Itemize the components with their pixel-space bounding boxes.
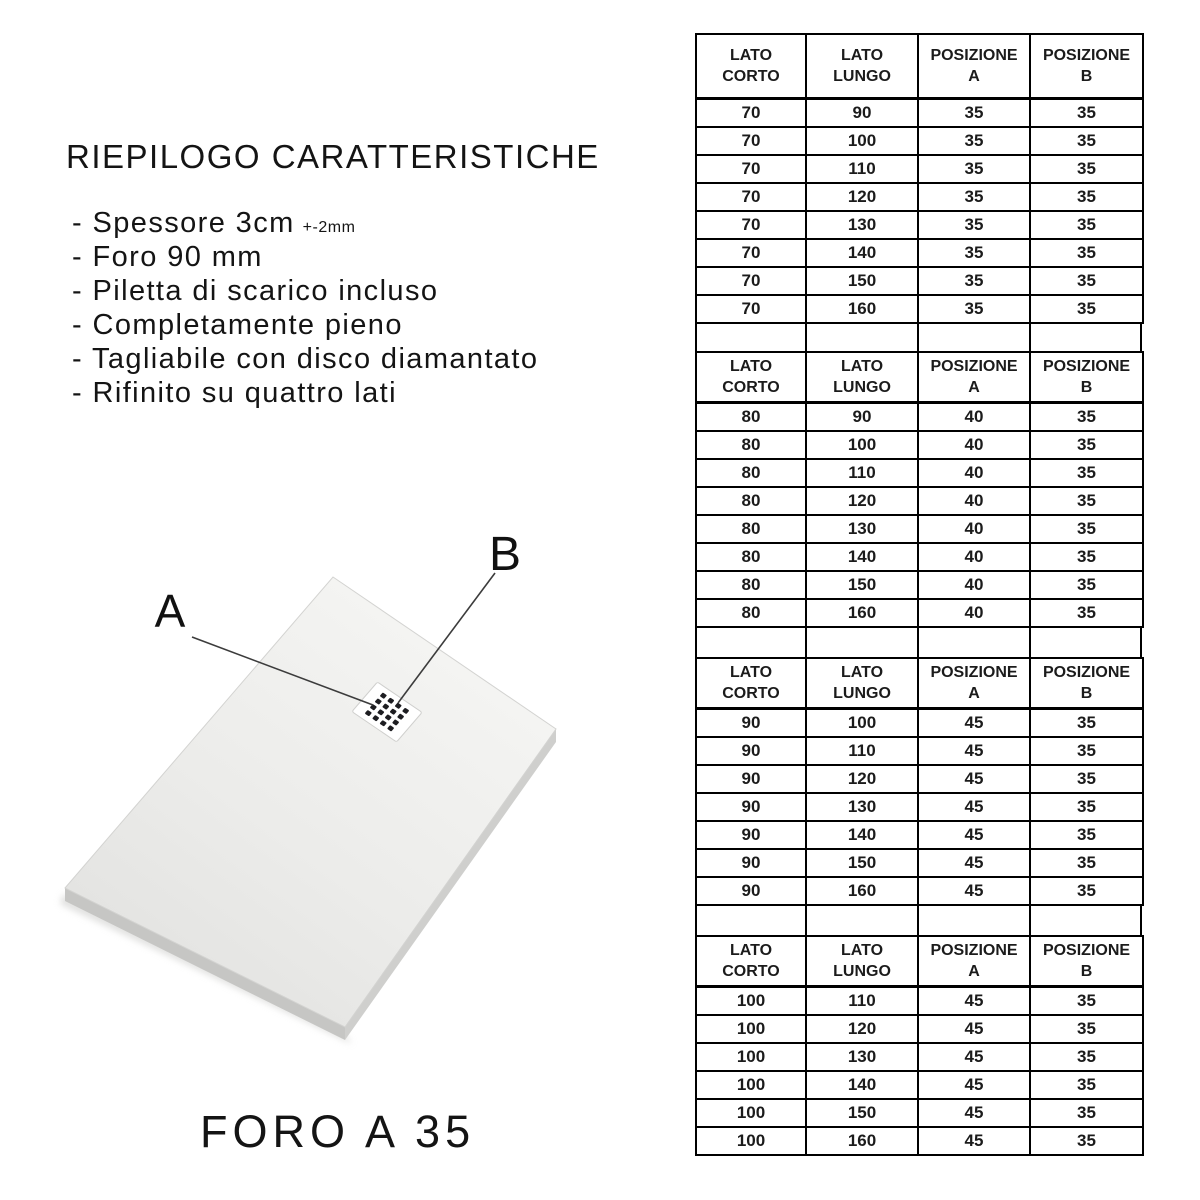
shower-tray-diagram: [0, 520, 620, 1080]
size-row: [696, 709, 1143, 738]
size-row: [696, 211, 1143, 239]
size-cell: 110: [806, 459, 918, 487]
size-cell: 45: [918, 737, 1030, 765]
header-row: [696, 658, 1143, 709]
size-cell: 80: [696, 543, 806, 571]
column-header: POSIZIONE B: [1030, 34, 1143, 99]
size-row: [696, 821, 1143, 849]
size-cell: 80: [696, 599, 806, 627]
size-cell: 35: [1030, 403, 1143, 432]
size-cell: 35: [1030, 849, 1143, 877]
size-cell: 35: [1030, 515, 1143, 543]
size-row: [696, 239, 1143, 267]
size-cell: 35: [918, 239, 1030, 267]
hole-position-caption: FORO A 35: [200, 1106, 476, 1157]
size-cell: 35: [918, 211, 1030, 239]
size-cell: 35: [1030, 1099, 1143, 1127]
size-cell: 45: [918, 793, 1030, 821]
table-gap-cell: [695, 906, 805, 935]
size-cell: 40: [918, 543, 1030, 571]
size-cell: 160: [806, 1127, 918, 1155]
size-cell: 35: [1030, 793, 1143, 821]
column-header: POSIZIONE A: [918, 658, 1030, 709]
size-cell: 35: [918, 183, 1030, 211]
size-cell: 120: [806, 183, 918, 211]
size-row: [696, 403, 1143, 432]
size-cell: 100: [696, 1043, 806, 1071]
column-header: POSIZIONE B: [1030, 936, 1143, 987]
table-gap-cell: [917, 906, 1029, 935]
size-row: [696, 737, 1143, 765]
column-header: LATO CORTO: [696, 936, 806, 987]
size-cell: 90: [696, 793, 806, 821]
size-row: [696, 543, 1143, 571]
feature-text: - Completamente pieno: [72, 309, 403, 341]
size-row: [696, 599, 1143, 627]
column-header: LATO LUNGO: [806, 936, 918, 987]
size-cell: 35: [1030, 709, 1143, 738]
size-cell: 90: [696, 849, 806, 877]
table-gap-cell: [695, 628, 805, 657]
size-cell: 140: [806, 239, 918, 267]
size-cell: 40: [918, 403, 1030, 432]
size-cell: 80: [696, 515, 806, 543]
feature-text: - Piletta di scarico incluso: [72, 275, 439, 307]
size-cell: 90: [696, 821, 806, 849]
size-row: [696, 849, 1143, 877]
size-row: [696, 1099, 1143, 1127]
size-cell: 140: [806, 821, 918, 849]
column-header: LATO LUNGO: [806, 352, 918, 403]
size-row: [696, 183, 1143, 211]
size-cell: 120: [806, 1015, 918, 1043]
size-cell: 80: [696, 487, 806, 515]
table-gap-cell: [917, 628, 1029, 657]
size-cell: 35: [1030, 1043, 1143, 1071]
size-row: [696, 987, 1143, 1016]
size-cell: 35: [1030, 459, 1143, 487]
size-cell: 45: [918, 1015, 1030, 1043]
size-row: [696, 1043, 1143, 1071]
size-cell: 35: [1030, 877, 1143, 905]
size-cell: 100: [696, 1127, 806, 1155]
size-cell: 35: [918, 267, 1030, 295]
size-cell: 70: [696, 99, 806, 128]
size-cell: 150: [806, 267, 918, 295]
table-gap: [695, 906, 1146, 935]
header-row: [696, 936, 1143, 987]
size-cell: 45: [918, 709, 1030, 738]
size-row: [696, 877, 1143, 905]
size-cell: 35: [1030, 987, 1143, 1016]
size-cell: 160: [806, 877, 918, 905]
size-cell: 45: [918, 987, 1030, 1016]
size-cell: 35: [1030, 765, 1143, 793]
size-cell: 130: [806, 211, 918, 239]
feature-text: - Foro 90 mm: [72, 241, 263, 273]
size-cell: 35: [1030, 155, 1143, 183]
feature-item: [72, 206, 546, 240]
size-cell: 35: [1030, 1015, 1143, 1043]
table-gap-cell: [1029, 628, 1142, 657]
size-cell: 35: [1030, 239, 1143, 267]
size-cell: 80: [696, 459, 806, 487]
table-gap-cell: [1029, 324, 1142, 351]
column-header: POSIZIONE B: [1030, 352, 1143, 403]
size-cell: 100: [696, 1099, 806, 1127]
column-header: LATO CORTO: [696, 34, 806, 99]
size-row: [696, 571, 1143, 599]
column-header: LATO CORTO: [696, 352, 806, 403]
column-header: POSIZIONE A: [918, 936, 1030, 987]
size-row: [696, 155, 1143, 183]
size-cell: 70: [696, 183, 806, 211]
size-cell: 35: [1030, 431, 1143, 459]
size-cell: 35: [1030, 487, 1143, 515]
size-cell: 35: [918, 295, 1030, 323]
size-row: [696, 459, 1143, 487]
size-cell: 130: [806, 793, 918, 821]
size-cell: 35: [1030, 99, 1143, 128]
size-cell: 35: [918, 155, 1030, 183]
size-table-2: [695, 351, 1144, 628]
size-cell: 100: [696, 1015, 806, 1043]
header-row: [696, 34, 1143, 99]
size-cell: 35: [1030, 543, 1143, 571]
size-cell: 80: [696, 571, 806, 599]
size-cell: 90: [806, 99, 918, 128]
size-cell: 35: [1030, 211, 1143, 239]
size-cell: 40: [918, 571, 1030, 599]
table-gap: [695, 324, 1146, 351]
size-cell: 150: [806, 571, 918, 599]
size-row: [696, 1071, 1143, 1099]
size-cell: 35: [1030, 1071, 1143, 1099]
size-cell: 35: [1030, 183, 1143, 211]
feature-item: [72, 342, 546, 376]
header-row: [696, 352, 1143, 403]
size-cell: 160: [806, 295, 918, 323]
size-tables-panel: [695, 33, 1146, 1156]
size-cell: 100: [696, 1071, 806, 1099]
size-cell: 100: [806, 431, 918, 459]
size-cell: 40: [918, 487, 1030, 515]
size-cell: 110: [806, 737, 918, 765]
column-header: LATO LUNGO: [806, 34, 918, 99]
table-gap: [695, 628, 1146, 657]
table-gap-cell: [805, 324, 917, 351]
size-cell: 70: [696, 211, 806, 239]
size-cell: 35: [918, 99, 1030, 128]
feature-item: [72, 240, 546, 274]
feature-text: - Rifinito su quattro lati: [72, 377, 397, 409]
size-cell: 35: [1030, 599, 1143, 627]
size-cell: 45: [918, 1043, 1030, 1071]
size-cell: 130: [806, 515, 918, 543]
size-cell: 45: [918, 849, 1030, 877]
feature-item: [72, 308, 546, 342]
column-header: LATO LUNGO: [806, 658, 918, 709]
size-cell: 160: [806, 599, 918, 627]
table-gap-cell: [695, 324, 805, 351]
size-cell: 35: [1030, 267, 1143, 295]
size-cell: 70: [696, 127, 806, 155]
size-table-1: [695, 33, 1144, 324]
table-gap-cell: [805, 906, 917, 935]
column-header: POSIZIONE A: [918, 352, 1030, 403]
size-cell: 40: [918, 431, 1030, 459]
feature-text: - Tagliabile con disco diamantato: [72, 343, 539, 375]
size-cell: 35: [918, 127, 1030, 155]
column-header: LATO CORTO: [696, 658, 806, 709]
size-cell: 70: [696, 295, 806, 323]
size-cell: 90: [696, 737, 806, 765]
size-row: [696, 431, 1143, 459]
size-cell: 35: [1030, 1127, 1143, 1155]
size-cell: 150: [806, 1099, 918, 1127]
size-table-4: [695, 935, 1144, 1156]
size-cell: 45: [918, 1071, 1030, 1099]
size-cell: 90: [806, 403, 918, 432]
size-table-3: [695, 657, 1144, 906]
size-cell: 100: [806, 127, 918, 155]
feature-item: [72, 376, 546, 410]
size-cell: 90: [696, 877, 806, 905]
size-cell: 35: [1030, 127, 1143, 155]
size-cell: 45: [918, 877, 1030, 905]
size-cell: 35: [1030, 571, 1143, 599]
size-row: [696, 99, 1143, 128]
size-cell: 80: [696, 403, 806, 432]
size-cell: 70: [696, 155, 806, 183]
size-cell: 35: [1030, 295, 1143, 323]
size-cell: 140: [806, 543, 918, 571]
size-cell: 35: [1030, 737, 1143, 765]
feature-tolerance: +-2mm: [302, 219, 356, 236]
feature-list: [72, 206, 546, 410]
label-a: A: [154, 585, 186, 637]
size-cell: 100: [696, 987, 806, 1016]
table-gap-cell: [917, 324, 1029, 351]
size-cell: 80: [696, 431, 806, 459]
column-header: POSIZIONE A: [918, 34, 1030, 99]
size-row: [696, 267, 1143, 295]
size-row: [696, 765, 1143, 793]
size-cell: 40: [918, 459, 1030, 487]
size-cell: 130: [806, 1043, 918, 1071]
size-row: [696, 515, 1143, 543]
size-cell: 45: [918, 765, 1030, 793]
size-row: [696, 793, 1143, 821]
size-cell: 40: [918, 515, 1030, 543]
size-row: [696, 487, 1143, 515]
size-cell: 45: [918, 821, 1030, 849]
size-row: [696, 127, 1143, 155]
feature-text: - Spessore 3cm: [72, 207, 295, 239]
size-cell: 150: [806, 849, 918, 877]
feature-item: [72, 274, 546, 308]
tray-top-face: [65, 577, 556, 1027]
size-cell: 70: [696, 239, 806, 267]
size-cell: 120: [806, 765, 918, 793]
size-cell: 90: [696, 765, 806, 793]
size-cell: 45: [918, 1099, 1030, 1127]
size-cell: 100: [806, 709, 918, 738]
column-header: POSIZIONE B: [1030, 658, 1143, 709]
size-cell: 110: [806, 155, 918, 183]
size-cell: 120: [806, 487, 918, 515]
size-row: [696, 1127, 1143, 1155]
size-cell: 90: [696, 709, 806, 738]
size-cell: 110: [806, 987, 918, 1016]
size-cell: 35: [1030, 821, 1143, 849]
size-row: [696, 1015, 1143, 1043]
size-row: [696, 295, 1143, 323]
size-cell: 70: [696, 267, 806, 295]
size-cell: 45: [918, 1127, 1030, 1155]
size-cell: 40: [918, 599, 1030, 627]
size-cell: 140: [806, 1071, 918, 1099]
table-gap-cell: [805, 628, 917, 657]
label-b: B: [488, 528, 522, 581]
table-gap-cell: [1029, 906, 1142, 935]
page-title: RIEPILOGO CARATTERISTICHE: [66, 138, 600, 175]
